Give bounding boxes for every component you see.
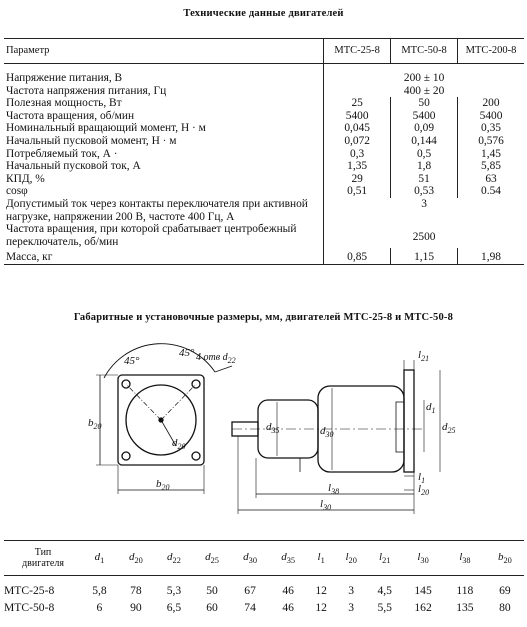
param-label: Потребляемый ток, А · xyxy=(6,147,118,160)
header-mts-25-8: МТС-25-8 xyxy=(324,39,391,64)
motor-dimension-drawing xyxy=(0,330,527,530)
spec-table-title: Технические данные двигателей xyxy=(183,8,344,19)
cell: 46 xyxy=(282,584,294,597)
value-mts-50: 0,53 xyxy=(391,185,458,198)
dimensions-row-mts-50-8 xyxy=(4,599,524,616)
cell: 5,3 xyxy=(166,584,182,597)
cell: 67 xyxy=(244,584,256,597)
spec-row-frequency xyxy=(4,85,524,98)
spec-row-current xyxy=(4,148,524,161)
cell: 60 xyxy=(206,601,218,614)
value-mts-25: 0,072 xyxy=(324,135,391,148)
cell: 145 xyxy=(414,584,432,597)
value-mts-200: 0,35 xyxy=(458,122,524,135)
label-d30: $d_{30}$ xyxy=(320,425,334,439)
param-value: 200 ± 10 xyxy=(324,64,524,85)
label-l1: $l_1$ xyxy=(418,471,426,485)
label-d25: $d_{25}$ xyxy=(442,421,456,435)
header-motor-type: Тип двигателя xyxy=(4,541,82,576)
param-label: Частота напряжения питания, Гц xyxy=(6,84,167,97)
value-mts-200: 5400 xyxy=(458,110,524,123)
param-label: Начальный пусковой ток, А xyxy=(6,160,141,173)
value-mts-50: 0,5 xyxy=(391,148,458,161)
label-angle-45-right: 45° xyxy=(179,347,195,359)
spec-row-switch-speed xyxy=(4,223,524,248)
value-mts-25: 1,35 xyxy=(324,160,391,173)
value-mts-25: 5400 xyxy=(324,110,391,123)
cell: 162 xyxy=(414,601,432,614)
value-mts-50: 50 xyxy=(391,97,458,110)
header-mts-200-8: МТС-200-8 xyxy=(458,39,524,64)
value-mts-50: 0,144 xyxy=(391,135,458,148)
param-label: Частота вращения, об/мин xyxy=(6,109,135,122)
label-holes: 4 отв $d_{22}$ xyxy=(196,352,236,365)
value-mts-50: 1,15 xyxy=(391,248,458,264)
cell: 50 xyxy=(206,584,218,597)
label-b20-bottom: $b_{20}$ xyxy=(156,478,170,492)
cell: 6,5 xyxy=(166,601,182,614)
dimensions-table xyxy=(4,540,524,616)
param-label: Масса, кг xyxy=(4,248,324,264)
header-l30: $l_{30}$ xyxy=(402,541,444,576)
value-mts-25: 0,85 xyxy=(324,248,391,264)
header-l1: $l_1$ xyxy=(307,541,335,576)
header-d1: $d_1$ xyxy=(82,541,117,576)
param-label: Полезная мощность, Вт xyxy=(6,97,122,110)
spec-row-switch-current xyxy=(4,198,524,223)
value-mts-50: 1,8 xyxy=(391,160,458,173)
cell: 90 xyxy=(130,601,142,614)
param-value: 400 ± 20 xyxy=(324,85,524,98)
cell: 69 xyxy=(499,584,511,597)
value-mts-25: 0,045 xyxy=(324,122,391,135)
spec-row-cosphi xyxy=(4,185,524,198)
specs-table xyxy=(4,38,524,265)
param-value: 2500 xyxy=(324,223,524,248)
label-angle-45-left: 45° xyxy=(124,355,140,367)
label-d1: $d_1$ xyxy=(426,401,436,415)
spec-row-voltage xyxy=(4,64,524,85)
value-mts-25: 29 xyxy=(324,173,391,186)
value-mts-200: 5,85 xyxy=(458,160,524,173)
cell: 3 xyxy=(348,601,355,614)
value-mts-200: 1,98 xyxy=(458,248,524,264)
specs-header-row xyxy=(4,39,524,64)
value-mts-200: 0,576 xyxy=(458,135,524,148)
cell: 3 xyxy=(348,584,355,597)
cell: 12 xyxy=(315,601,327,614)
value-mts-50: 0,09 xyxy=(391,122,458,135)
header-d25: $d_{25}$ xyxy=(193,541,231,576)
value-mts-50: 51 xyxy=(391,173,458,186)
spec-row-power xyxy=(4,97,524,110)
param-label: cosφ xyxy=(6,185,28,198)
label-d20: $d_{20}$ xyxy=(172,437,186,451)
param-label: Допустимый ток через контакты переключателя при активной нагрузке, напряжении 200 В, частоте 400 Гц, А xyxy=(6,197,308,223)
param-label: Начальный пусковой момент, Н · м xyxy=(6,134,177,147)
motor-type: МТС-25-8 xyxy=(4,584,55,597)
cell: 4,5 xyxy=(377,584,392,597)
dimensions-header-row xyxy=(4,541,524,576)
header-d20: $d_{20}$ xyxy=(117,541,155,576)
spec-row-speed xyxy=(4,110,524,123)
dimensions-title: Габаритные и установочные размеры, мм, двигателей МТС-25-8 и МТС-50-8 xyxy=(73,312,454,323)
spec-row-starting-current xyxy=(4,160,524,173)
label-d35: $d_{35}$ xyxy=(266,421,280,435)
spec-row-nominal-torque xyxy=(4,122,524,135)
param-label: Номинальный вращающий момент, Н · м xyxy=(6,122,206,135)
header-b20: $b_{20}$ xyxy=(486,541,524,576)
spec-row-starting-torque xyxy=(4,135,524,148)
header-d35: $d_{35}$ xyxy=(269,541,307,576)
cell: 74 xyxy=(244,601,256,614)
flange-side-view xyxy=(404,370,414,472)
cell: 80 xyxy=(499,601,511,614)
header-l20: $l_{20}$ xyxy=(335,541,367,576)
cell: 78 xyxy=(130,584,142,597)
label-l21: $l_{21}$ xyxy=(418,349,430,363)
label-l30: $l_{30}$ xyxy=(320,498,332,512)
param-value: 3 xyxy=(324,198,524,223)
header-d22: $d_{22}$ xyxy=(155,541,193,576)
header-l21: $l_{21}$ xyxy=(367,541,402,576)
value-mts-25: 0,51 xyxy=(324,185,391,198)
cell: 118 xyxy=(456,584,474,597)
value-mts-200: 0.54 xyxy=(458,185,524,198)
cell: 6 xyxy=(96,601,103,614)
header-l38: $l_{38}$ xyxy=(444,541,486,576)
param-label: КПД, % xyxy=(6,172,45,185)
spec-row-efficiency xyxy=(4,173,524,186)
param-label: Частота вращения, при которой срабатывает центробежный переключатель, об/мин xyxy=(6,223,297,248)
value-mts-25: 0,3 xyxy=(324,148,391,161)
label-l20: $l_{20}$ xyxy=(418,483,430,497)
spec-row-mass xyxy=(4,248,524,264)
cell: 135 xyxy=(456,601,474,614)
value-mts-200: 63 xyxy=(458,173,524,186)
value-mts-200: 200 xyxy=(458,97,524,110)
dimensions-row-mts-25-8 xyxy=(4,576,524,600)
label-l38: $l_{38}$ xyxy=(328,482,340,496)
cell: 5,5 xyxy=(377,601,392,614)
header-param: Параметр xyxy=(4,39,324,64)
cell: 46 xyxy=(282,601,294,614)
label-b20-left: $b_{20}$ xyxy=(88,417,102,431)
cell: 12 xyxy=(315,584,327,597)
value-mts-25: 25 xyxy=(324,97,391,110)
param-label: Напряжение питания, В xyxy=(6,72,123,84)
cell: 5,8 xyxy=(92,584,107,597)
value-mts-50: 5400 xyxy=(391,110,458,123)
header-d30: $d_{30}$ xyxy=(231,541,269,576)
motor-type: МТС-50-8 xyxy=(4,601,55,614)
value-mts-200: 1,45 xyxy=(458,148,524,161)
header-mts-50-8: МТС-50-8 xyxy=(391,39,458,64)
